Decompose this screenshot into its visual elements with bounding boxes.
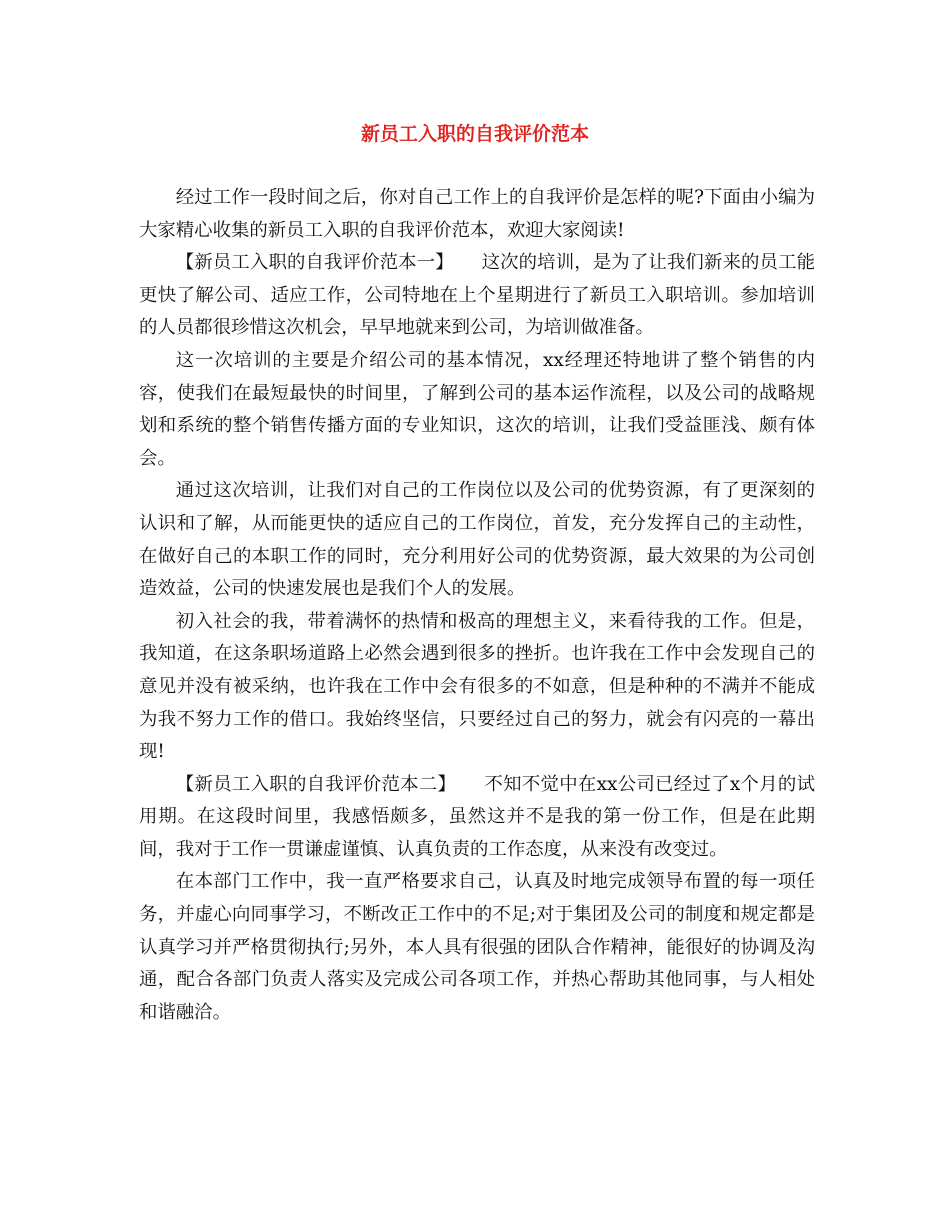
paragraph-training-benefit: 通过这次培训，让我们对自己的工作岗位以及公司的优势资源，有了更深刻的认识和了解，从而能更快的适应自己的工作岗位，首发，充分发挥自己的主动性，在做好自己的本职工作的同时，充分利用好公司的优势资源，最大效果的为公司创造效益，公司的快速发展也是我们个人的发展。 (139, 480, 815, 600)
paragraph-sample-two: 【新员工入职的自我评价范本二】 不知不觉中在xx公司已经过了x个月的试用期。在这段时间里，我感悟颇多，虽然这并不是我的第一份工作，但是在此期间，我对于工作一贯谦虚谨慎、认真负责的工作态度，从来没有改变过。 (139, 773, 815, 860)
paragraph-intro: 经过工作一段时间之后，你对自己工作上的自我评价是怎样的呢?下面由小编为大家精心收集的新员工入职的自我评价范本，欢迎大家阅读! (139, 187, 815, 241)
document-body (139, 182, 815, 1029)
paragraph-department-work: 在本部门工作中，我一直严格要求自己，认真及时地完成领导布置的每一项任务，并虚心向同事学习，不断改正工作中的不足;对于集团及公司的制度和规定都是认真学习并严格贯彻执行;另外，本人具有很强的团队合作精神，能很好的协调及沟通，配合各部门负责人落实及完成公司各项工作，并热心帮助其他同事，与人相处和谐融洽。 (139, 871, 815, 1023)
paragraph-entering-society: 初入社会的我，带着满怀的热情和极高的理想主义，来看待我的工作。但是，我知道，在这条职场道路上必然会遇到很多的挫折。也许我在工作中会发现自己的意见并没有被采纳，也许我在工作中会有很多的不如意，但是种种的不满并不能成为我不努力工作的借口。我始终坚信，只要经过自己的努力，就会有闪亮的一幕出现! (139, 610, 815, 763)
paragraph-sample-one: 【新员工入职的自我评价范本一】 这次的培训，是为了让我们新来的员工能更快了解公司、适应工作，公司特地在上个星期进行了新员工入职培训。参加培训的人员都很珍惜这次机会，早早地就来到公司，为培训做准备。 (139, 252, 815, 339)
document-title: 新员工入职的自我评价范本 (360, 123, 589, 145)
paragraph-training-content: 这一次培训的主要是介绍公司的基本情况，xx经理还特地讲了整个销售的内容，使我们在最短最快的时间里，了解到公司的基本运作流程，以及公司的战略规划和系统的整个销售传播方面的专业知识，这次的培训，让我们受益匪浅、颇有体会。 (139, 349, 815, 469)
